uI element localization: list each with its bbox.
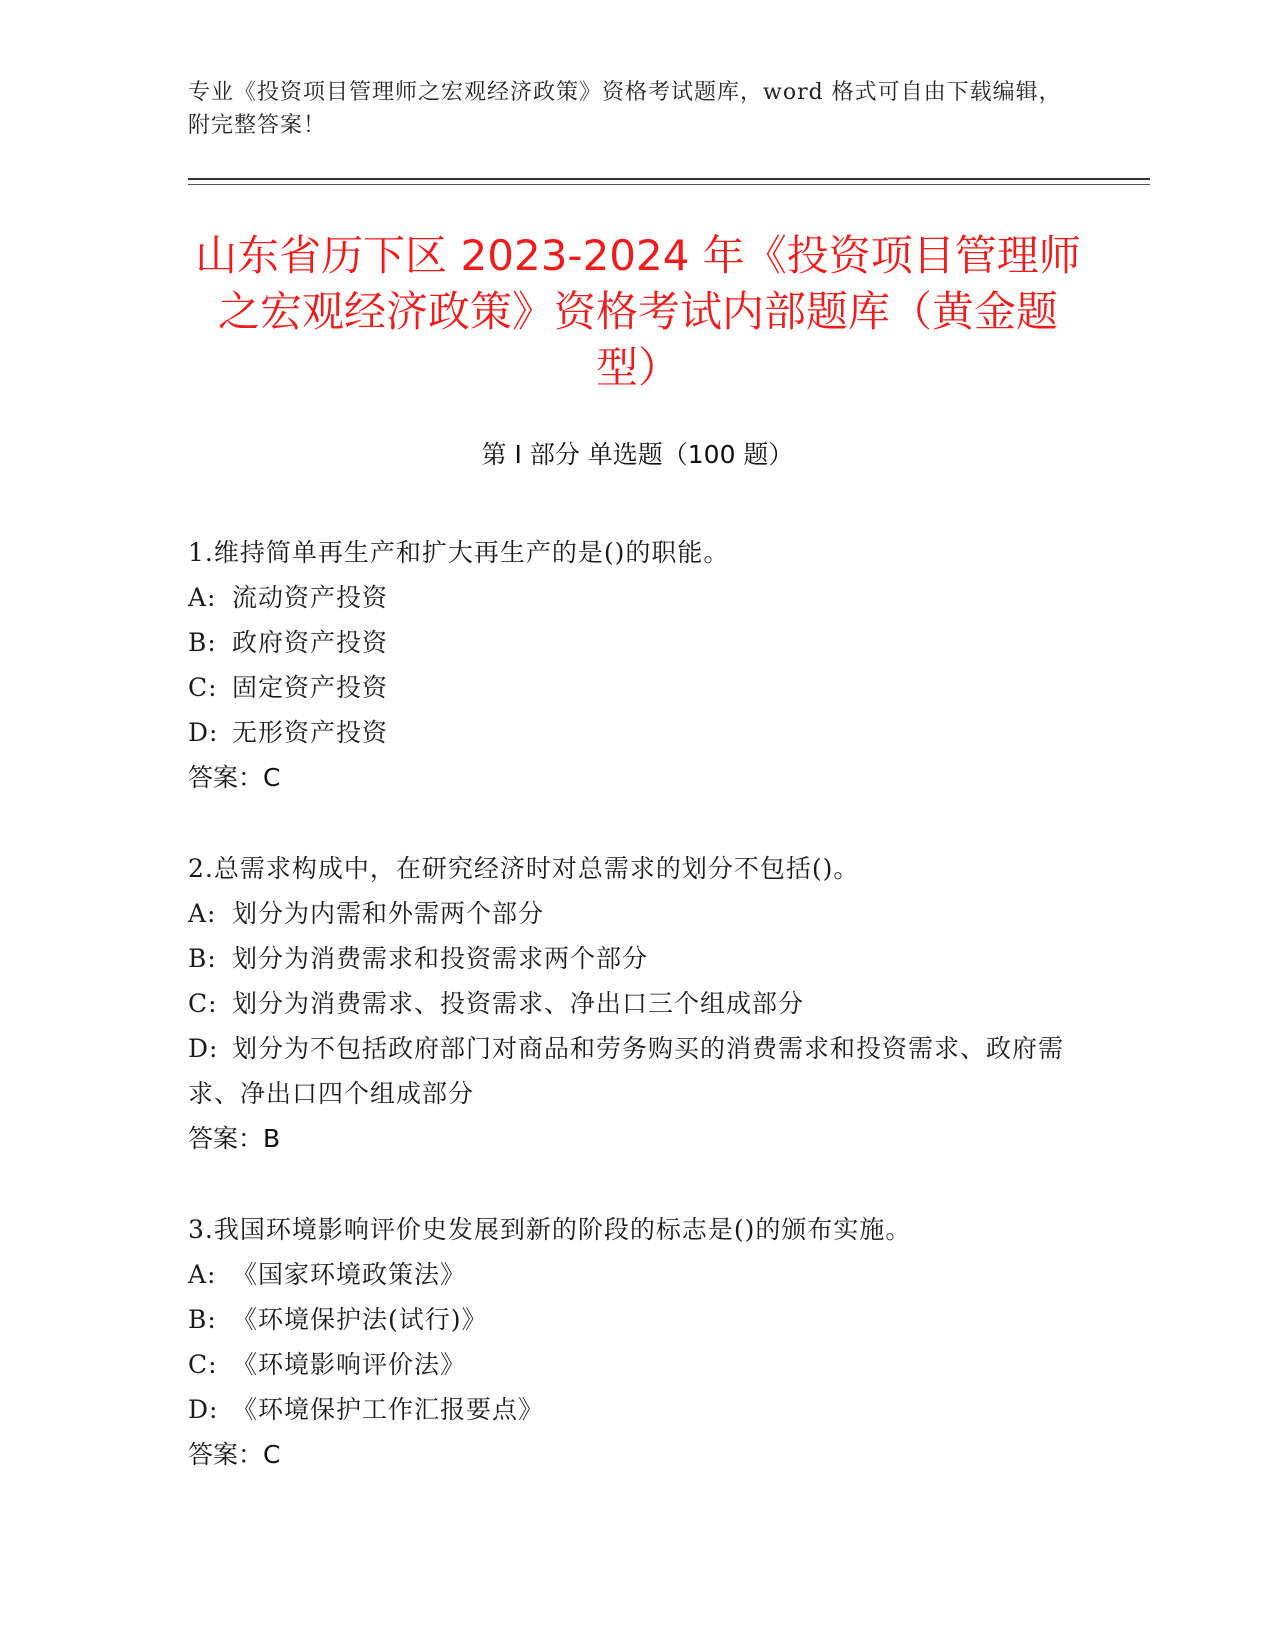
header-note: 专业《投资项目管理师之宏观经济政策》资格考试题库，word 格式可自由下载编辑，附完整答案！ (188, 80, 1062, 138)
option-letter: C: (188, 989, 218, 1018)
option-c (188, 665, 1088, 710)
option-text: 划分为消费需求、投资需求、净出口三个组成部分 (232, 989, 805, 1018)
answer-line: 答案：C (188, 763, 281, 792)
question-stem: 3.我国环境影响评价史发展到新的阶段的标志是()的颁布实施。 (188, 1215, 912, 1244)
option-letter: D: (188, 718, 219, 747)
option-letter: B: (188, 1305, 217, 1334)
question-stem: 1.维持简单再生产和扩大再生产的是()的职能。 (188, 538, 730, 567)
option-letter: D: (188, 1034, 219, 1063)
header-divider-thick (188, 178, 1150, 180)
question-2 (188, 846, 1088, 1161)
option-text: 《环境保护法(试行)》 (232, 1305, 488, 1334)
option-d (188, 710, 1088, 755)
option-letter: A: (188, 583, 217, 612)
option-text: 无形资产投资 (232, 718, 389, 747)
document-title: 山东省历下区 2023-2024 年《投资项目管理师之宏观经济政策》资格考试内部题库（黄金题型） (195, 231, 1081, 392)
option-text: 《国家环境政策法》 (232, 1260, 467, 1289)
option-a (188, 891, 1088, 936)
option-text: 政府资产投资 (232, 628, 389, 657)
option-letter: B: (188, 944, 217, 973)
option-letter: A: (188, 899, 217, 928)
question-list (188, 530, 1088, 1477)
option-text: 划分为消费需求和投资需求两个部分 (232, 944, 649, 973)
option-b (188, 620, 1088, 665)
option-letter: C: (188, 1350, 218, 1379)
option-text: 固定资产投资 (232, 673, 389, 702)
option-a (188, 575, 1088, 620)
section-title: 第 I 部分 单选题（100 题） (481, 440, 794, 469)
option-text: 《环境影响评价法》 (232, 1350, 467, 1379)
option-letter: C: (188, 673, 218, 702)
option-d (188, 1387, 1088, 1432)
answer-line: 答案：B (188, 1124, 281, 1153)
option-text: 流动资产投资 (232, 583, 389, 612)
option-text: 《环境保护工作汇报要点》 (232, 1395, 545, 1424)
option-a (188, 1252, 1088, 1297)
option-d (188, 1026, 1088, 1116)
option-text: 划分为不包括政府部门对商品和劳务购买的消费需求和投资需求、政府需求、净出口四个组成部分 (188, 1034, 1065, 1108)
option-c (188, 981, 1088, 1026)
question-3 (188, 1207, 1088, 1477)
option-b (188, 936, 1088, 981)
option-letter: D: (188, 1395, 219, 1424)
answer-line: 答案：C (188, 1440, 281, 1469)
option-letter: A: (188, 1260, 217, 1289)
option-b (188, 1297, 1088, 1342)
question-stem: 2.总需求构成中，在研究经济时对总需求的划分不包括()。 (188, 854, 860, 883)
option-letter: B: (188, 628, 217, 657)
question-1 (188, 530, 1088, 800)
header-divider-thin (188, 184, 1150, 185)
option-text: 划分为内需和外需两个部分 (232, 899, 545, 928)
option-c (188, 1342, 1088, 1387)
